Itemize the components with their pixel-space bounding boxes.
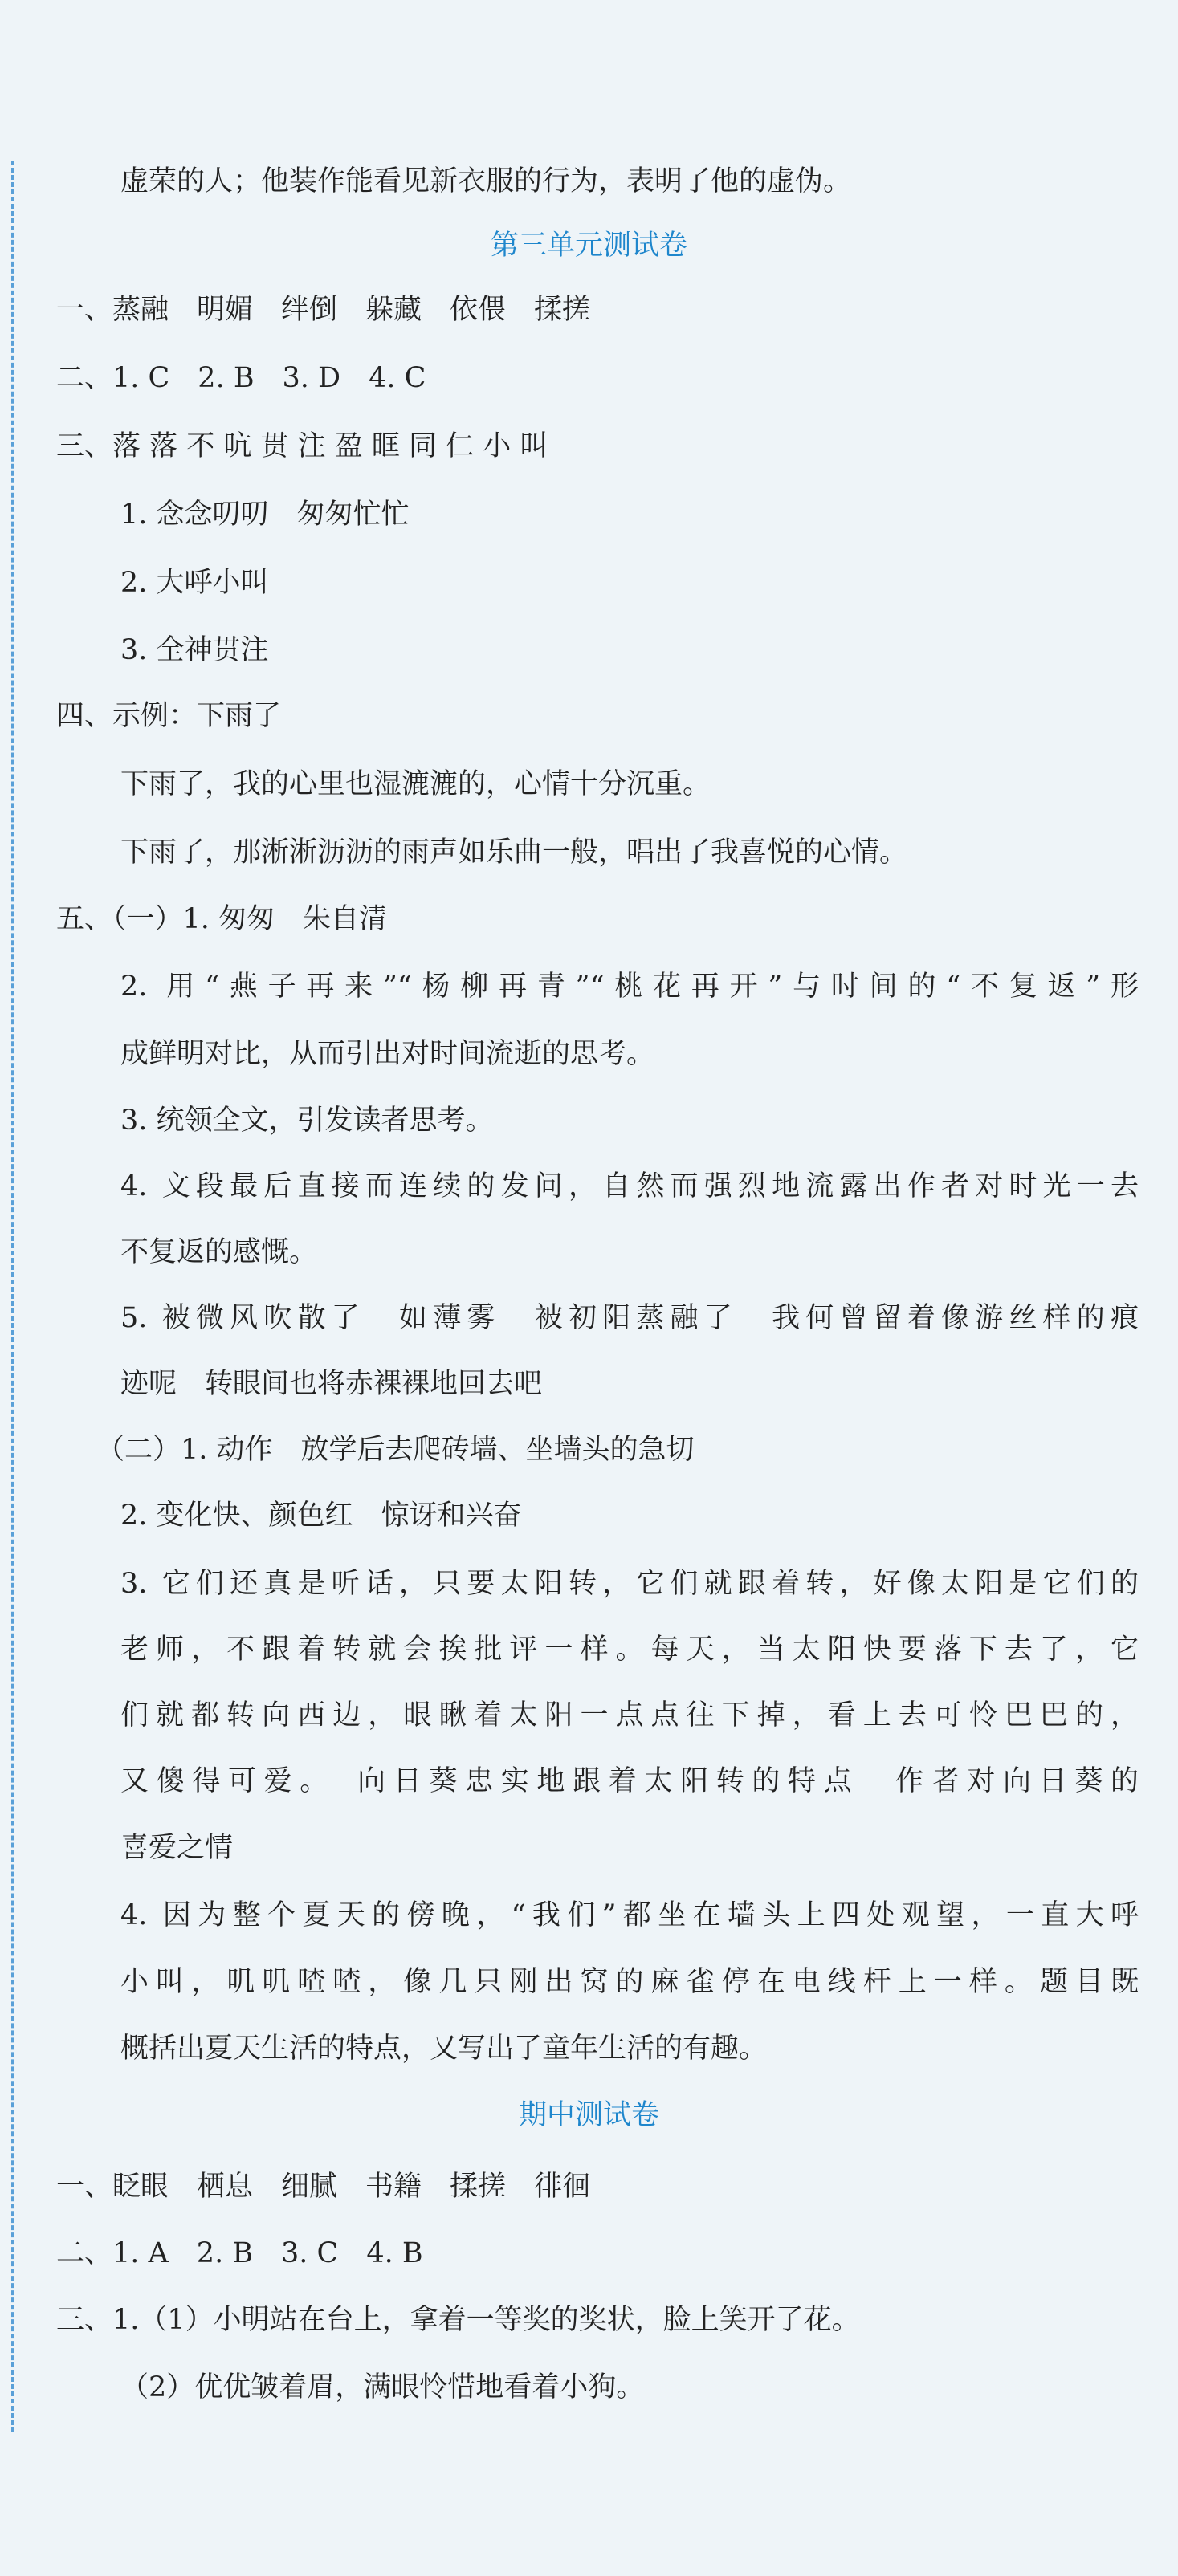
text-line: 2. 用“燕子再来”“杨柳再青”“桃花再开”与时间的“不复返”形 [120, 971, 1139, 1003]
text-line: 迹呢 转眼间也将赤裸裸地回去吧 [120, 1368, 543, 1400]
text-line: 5. 被微风吹散了 如薄雾 被初阳蒸融了 我何曾留着像游丝样的痕 [120, 1302, 1139, 1334]
text-line: 二、1. C 2. B 3. D 4. C [56, 362, 426, 394]
text-line: 下雨了，那淅淅沥沥的雨声如乐曲一般，唱出了我喜悦的心情。 [120, 836, 908, 869]
text-line: 4. 因为整个夏天的傍晚，“我们”都坐在墙头上四处观望，一直大呼 [120, 1899, 1139, 1931]
text-line: 不复返的感慨。 [120, 1236, 318, 1268]
text-line: 3. 全神贯注 [120, 634, 269, 666]
text-line: 2. 大呼小叫 [120, 567, 269, 599]
text-line: 1. 念念叨叨 匆匆忙忙 [120, 499, 410, 531]
margin-dashed-line [11, 161, 14, 2432]
text-line: 3. 它们还真是听话，只要太阳转，它们就跟着转，好像太阳是它们的 [120, 1568, 1139, 1600]
section-heading-unit3: 第三单元测试卷 [490, 230, 687, 262]
text-line: 一、蒸融 明媚 绊倒 躲藏 依偎 揉搓 [56, 294, 591, 326]
text-line: 喜爱之情 [120, 1832, 234, 1864]
text-line: 3. 统领全文，引发读者思考。 [120, 1105, 494, 1137]
text-line: 虚荣的人；他装作能看见新衣服的行为，表明了他的虚伪。 [120, 165, 852, 197]
text-line: （2）优优皱着眉，满眼怜惜地看着小狗。 [120, 2371, 645, 2403]
text-line: 四、示例：下雨了 [56, 700, 282, 732]
text-line: 三、1.（1）小明站在台上，拿着一等奖的奖状，脸上笑开了花。 [56, 2304, 860, 2336]
text-line: 下雨了，我的心里也湿漉漉的，心情十分沉重。 [120, 768, 711, 800]
text-line: 老师，不跟着转就会挨批评一样。每天，当太阳快要落下去了，它 [120, 1634, 1139, 1666]
text-line: 成鲜明对比，从而引出对时间流逝的思考。 [120, 1038, 655, 1070]
text-line: 一、眨眼 栖息 细腻 书籍 揉搓 徘徊 [56, 2171, 591, 2203]
text-line: 又傻得可爱。 向日葵忠实地跟着太阳转的特点 作者对向日葵的 [120, 1765, 1139, 1797]
text-line: （二）1. 动作 放学后去爬砖墙、坐墙头的急切 [96, 1434, 695, 1466]
text-line: 们就都转向西边，眼瞅着太阳一点点往下掉，看上去可怜巴巴的， [120, 1699, 1139, 1732]
text-line: 三、落 落 不 吭 贯 注 盈 眶 同 仁 小 叫 [56, 430, 548, 462]
text-line: 概括出夏天生活的特点，又写出了童年生活的有趣。 [120, 2033, 768, 2065]
text-line: 4. 文段最后直接而连续的发问，自然而强烈地流露出作者对时光一去 [120, 1170, 1139, 1203]
text-line: 小叫，叽叽喳喳，像几只刚出窝的麻雀停在电线杆上一样。题目既 [120, 1966, 1139, 1998]
text-line: 二、1. A 2. B 3. C 4. B [56, 2237, 423, 2269]
section-heading-midterm: 期中测试卷 [518, 2099, 659, 2131]
text-line: 五、（一）1. 匆匆 朱自清 [56, 903, 388, 935]
text-line: 2. 变化快、颜色红 惊讶和兴奋 [120, 1500, 522, 1532]
